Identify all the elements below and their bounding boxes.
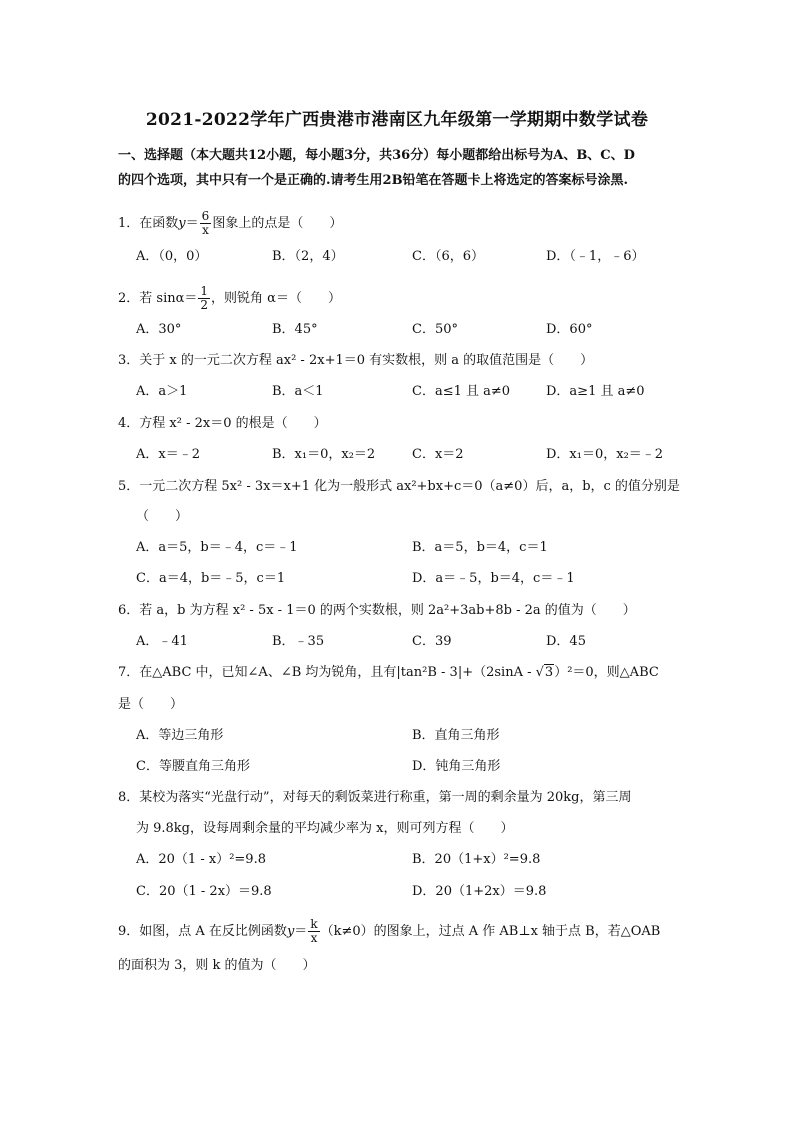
question-stem: 方程 x² - 2x＝0 的根是（ ）: [139, 416, 327, 431]
fraction-denominator: x: [202, 223, 209, 237]
question-stem: 在△ABC 中，已知∠A、∠B 均为锐角，且有|tan²B - 3|+（2sinA -: [139, 665, 536, 680]
question-8: [118, 788, 631, 808]
option-a: A．30°: [136, 322, 182, 337]
option-c: C．50°: [412, 322, 458, 337]
option-d: D．（﹣1，﹣6）: [546, 249, 645, 264]
question-number: 5．: [118, 479, 140, 494]
option-d: D．60°: [546, 322, 593, 337]
question-6: [118, 601, 636, 621]
fraction: [198, 285, 210, 312]
question-stem-end: 图象上的点是（ ）: [212, 216, 343, 231]
option-b: B．a＝5，b＝4，c＝1: [412, 540, 548, 555]
fraction: [200, 210, 212, 237]
option-c: C．（6，6）: [412, 249, 484, 264]
question-stem: 若 a，b 为方程 x² - 5x - 1＝0 的两个实数根，则 2a²+3ab+8b - 2a 的值为（ ）: [139, 603, 636, 618]
option-d: D．20（1+2x）＝9.8: [412, 884, 547, 899]
question-stem-end: （k≠0）的图象上，过点 A 作 AB⊥x 轴于点 B，若△OAB: [320, 924, 661, 939]
option-a: A．﹣41: [136, 634, 188, 649]
question-stem: 如图，点 A 在反比例函数: [139, 924, 287, 939]
square-root: √3: [535, 665, 554, 680]
fraction-denominator: x: [310, 931, 318, 945]
question-2: [118, 285, 341, 312]
equals-sign: ＝: [294, 924, 308, 939]
equals-sign: ＝: [185, 216, 199, 231]
question-number: 7．: [118, 665, 140, 680]
question-5-line-2: （ ）: [136, 509, 189, 524]
option-b: B．直角三角形: [412, 728, 500, 743]
question-stem: 一元二次方程 5x² - 3x＝x+1 化为一般形式 ax²+bx+c＝0（a≠0）后，a，b，c 的值分别是: [139, 479, 680, 494]
question-stem-end: ）²＝0，则△ABC: [554, 665, 659, 680]
question-stem: 若 sinα＝: [139, 291, 198, 306]
fraction-numerator: 6: [201, 209, 210, 223]
option-c: C．a＝4，b＝﹣5，c＝1: [136, 571, 286, 586]
question-4: [118, 414, 327, 434]
variable-y: y: [178, 216, 186, 231]
variable-y: y: [286, 924, 295, 939]
fraction-numerator: 1: [200, 284, 209, 298]
question-stem: 关于 x 的一元二次方程 ax² - 2x+1＝0 有实数根，则 a 的取值范围是（ ）: [139, 353, 594, 368]
fraction-denominator: 2: [200, 298, 209, 312]
question-number: 6．: [118, 603, 140, 618]
option-d: D．x₁＝0，x₂＝﹣2: [546, 447, 664, 462]
option-b: B．20（1+x）²=9.8: [412, 852, 541, 867]
fraction: [308, 918, 319, 945]
option-c: C．39: [412, 634, 452, 649]
question-number: 4．: [118, 416, 140, 431]
question-number: 8．: [118, 790, 140, 805]
option-d: D．45: [546, 634, 586, 649]
question-9-line-2: 的面积为 3，则 k 的值为（ ）: [118, 958, 316, 973]
option-a: A．等边三角形: [136, 728, 224, 743]
question-stem: 在函数: [139, 216, 179, 231]
question-7-line-2: 是（ ）: [118, 697, 184, 712]
question-number: 1．: [118, 216, 140, 231]
fraction-numerator: k: [310, 917, 318, 931]
option-c: C．a≤1 且 a≠0: [412, 384, 511, 399]
question-3: [118, 351, 593, 371]
option-a: A．a＝5，b＝﹣4，c＝﹣1: [136, 540, 298, 555]
question-number: 2．: [118, 291, 140, 306]
option-c: C．x＝2: [412, 447, 464, 462]
option-d: D．钝角三角形: [412, 759, 501, 774]
question-number: 3．: [118, 353, 140, 368]
question-7: [118, 663, 659, 683]
question-1: [118, 210, 342, 237]
option-b: B．45°: [272, 322, 318, 337]
radicand: 3: [544, 665, 554, 680]
option-c: C．等腰直角三角形: [136, 759, 250, 774]
option-c: C．20（1 - 2x）＝9.8: [136, 884, 272, 899]
question-5: [118, 477, 680, 497]
section-instructions-line-1: 一、选择题（本大题共12小题，每小题3分，共36分）每小题都给出标号为A、B、C、D: [118, 148, 635, 163]
option-a: A．（0，0）: [136, 249, 208, 264]
option-a: A．x＝﹣2: [136, 447, 200, 462]
question-9: [118, 918, 660, 945]
question-stem: 某校为落实“光盘行动”，对每天的剩饭菜进行称重，第一周的剩余量为 20kg，第三周: [139, 790, 632, 805]
question-8-line-2: 为 9.8kg，设每周剩余量的平均减少率为 x，则可列方程（ ）: [136, 821, 514, 836]
option-b: B．﹣35: [272, 634, 325, 649]
option-b: B．（2，4）: [272, 249, 344, 264]
section-instructions-line-2: 的四个选项，其中只有一个是正确的.请考生用2B铅笔在答题卡上将选定的答案标号涂黑.: [118, 173, 629, 188]
page-title: 2021-2022学年广西贵港市港南区九年级第一学期期中数学试卷: [145, 110, 649, 130]
question-number: 9．: [118, 924, 140, 939]
question-stem-end: ，则锐角 α＝（ ）: [211, 291, 341, 306]
section-header: [118, 143, 678, 193]
option-d: D．a＝﹣5，b＝4，c＝﹣1: [412, 571, 575, 586]
option-d: D．a≥1 且 a≠0: [546, 384, 645, 399]
option-b: B．x₁＝0，x₂＝2: [272, 447, 376, 462]
option-b: B．a＜1: [272, 384, 324, 399]
option-a: A．a＞1: [136, 384, 188, 399]
option-a: A．20（1 - x）²=9.8: [136, 852, 266, 867]
